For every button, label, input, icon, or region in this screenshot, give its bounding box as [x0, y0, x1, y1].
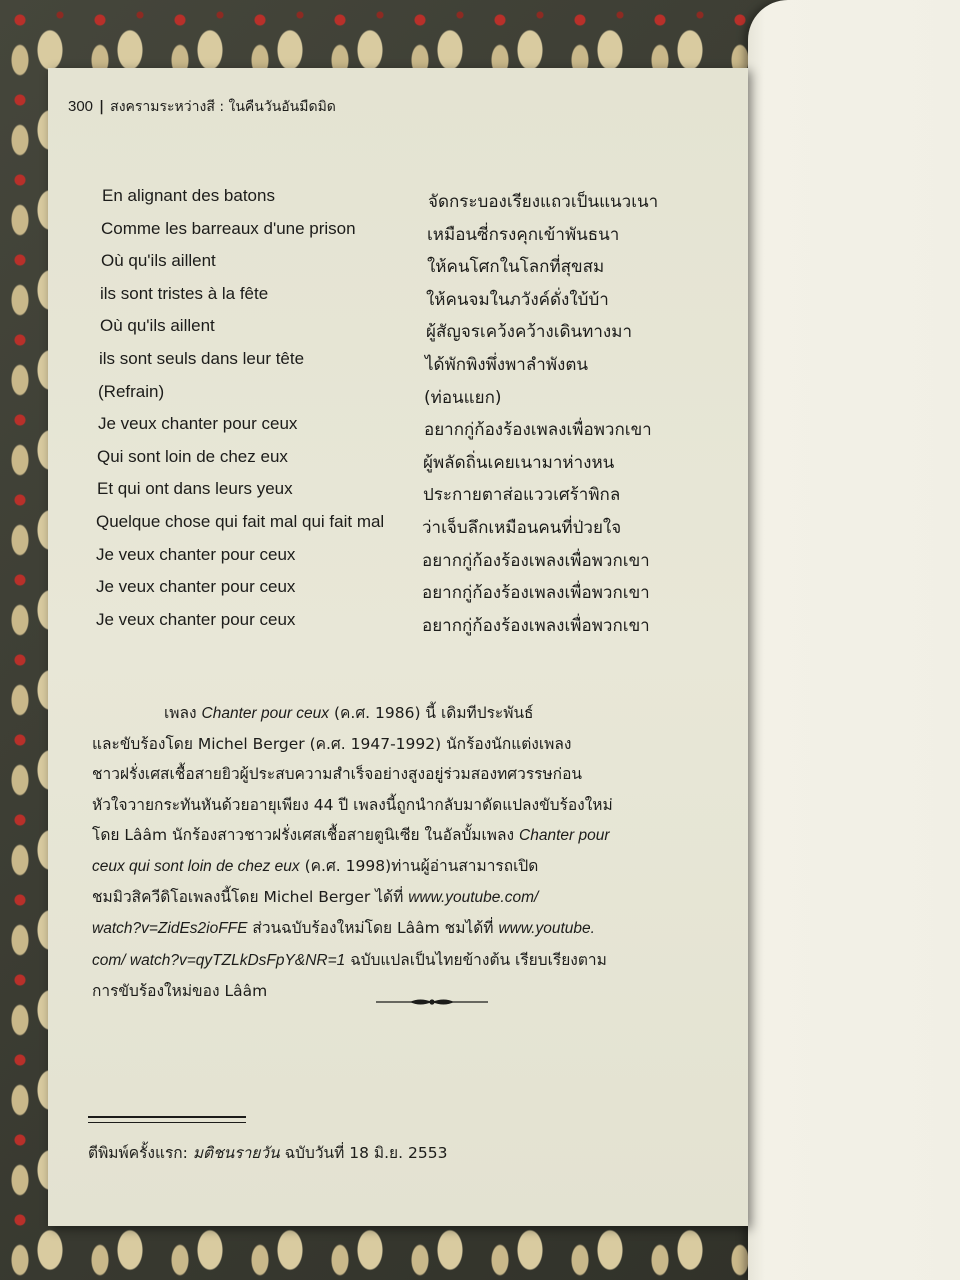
- lyric-french: Où qu'ils aillent: [101, 251, 216, 271]
- lyric-row: [96, 609, 650, 643]
- paragraph-line: [92, 882, 644, 913]
- lyric-thai: (ท่อนแยก): [424, 387, 502, 408]
- text-run: ฉบับแปลเป็นไทยข้างต้น เรียบเรียงตาม: [345, 950, 607, 969]
- text-run: ส่วนฉบับร้องใหม่โดย Lââm ชมได้ที่: [247, 919, 499, 938]
- lyric-thai: อยากกู่ก้องร้องเพลงเพื่อพวกเขา: [422, 583, 650, 604]
- book-page: [48, 68, 748, 1226]
- lyric-french: Je veux chanter pour ceux: [96, 609, 296, 629]
- lyric-thai: ได้พักพิงพึ่งพาลำพังตน: [425, 354, 588, 375]
- lyric-row: [98, 381, 502, 415]
- lyric-french: Je veux chanter pour ceux: [96, 577, 296, 597]
- lyric-row: [100, 316, 632, 349]
- lyric-row: [99, 348, 588, 382]
- lyric-french: Qui sont loin de chez eux: [97, 446, 288, 466]
- album-title: Chanter pour: [519, 826, 610, 844]
- song-title: Chanter pour ceux: [201, 705, 330, 722]
- lyric-row: [97, 479, 621, 512]
- lyric-thai: ให้คนโศกในโลกที่สุขสม: [427, 257, 605, 278]
- lyric-thai: ให้คนจมในภวังค์ดั่งใบ้บ้า: [426, 289, 609, 310]
- paragraph-line: [92, 913, 644, 944]
- paragraph-line: การขับร้องใหม่ของ Lââm: [92, 981, 268, 1000]
- lyric-row: [96, 511, 622, 545]
- running-header: [68, 96, 336, 118]
- lyric-thai: อยากกู่ก้องร้องเพลงเพื่อพวกเขา: [422, 550, 650, 571]
- text-run: (ค.ศ. 1986) นี้ เดิมทีประพันธ์: [329, 704, 534, 722]
- url-text: watch?v=ZidEs2ioFFE: [92, 920, 248, 938]
- text-run: โดย Lââm นักร้องสาวชาวฝรั่งเศสเชื้อสายตูนิเซีย ในอัลบั้มเพลง: [92, 825, 520, 844]
- footnote-rule: [88, 1122, 246, 1123]
- lyric-thai: อยากกู่ก้องร้องเพลงเพื่อพวกเขา: [422, 615, 650, 636]
- lyric-row: [101, 251, 605, 284]
- paragraph-line: [92, 820, 644, 851]
- lyric-french: Où qu'ils aillent: [100, 316, 215, 336]
- lyric-thai: ว่าเจ็บลึกเหมือนคนที่ป่วยใจ: [422, 517, 622, 538]
- paragraph-line: [92, 698, 644, 729]
- commentary-paragraph: [92, 698, 644, 1006]
- url-text: www.youtube.com/: [408, 889, 539, 907]
- lyric-french: Je veux chanter pour ceux: [96, 544, 296, 564]
- lyric-french: Et qui ont dans leurs yeux: [97, 479, 293, 499]
- lyric-row: [97, 446, 615, 480]
- lyric-french: Comme les barreaux d'une prison: [101, 218, 356, 238]
- url-text: www.youtube.: [498, 920, 595, 938]
- lyric-thai: อยากกู่ก้องร้องเพลงเพื่อพวกเขา: [424, 420, 652, 441]
- text-run: เพลง: [164, 704, 202, 722]
- text-run: (ค.ศ. 1998)ท่านผู้อ่านสามารถเปิด: [299, 857, 539, 876]
- lyric-row: [98, 414, 652, 447]
- text-run: ฉบับวันที่ 18 มิ.ย. 2553: [279, 1144, 448, 1162]
- paragraph-line: หัวใจวายกระทันหันด้วยอายุเพียง 44 ปี เพลงนี้ถูกนำกลับมาดัดแปลงขับร้องใหม่: [92, 795, 613, 814]
- header-separator: |: [99, 99, 105, 115]
- album-title: ceux qui sont loin de chez eux: [92, 858, 300, 876]
- footnote-rule: [88, 1116, 246, 1118]
- lyrics-table: [96, 186, 659, 642]
- lyric-thai: ผู้พลัดถิ่นเคยเนามาห่างหน: [423, 452, 615, 473]
- paragraph-line: ชาวฝรั่งเศสเชื้อสายยิวผู้ประสบความสำเร็จอย่างสูงอยู่ร่วมสองทศวรรษก่อน: [92, 765, 582, 784]
- lyric-french: Quelque chose qui fait mal qui fait mal: [96, 511, 385, 531]
- paragraph-line: และขับร้องโดย Michel Berger (ค.ศ. 1947-1992) นักร้องนักแต่งเพลง: [92, 735, 572, 754]
- lyric-row: [100, 283, 609, 317]
- publication-name: มติชนรายวัน: [192, 1144, 280, 1162]
- book-title: สงครามระหว่างสี : ในคืนวันอันมืดมิด: [110, 99, 336, 115]
- lyric-row: [96, 577, 650, 610]
- paragraph-line: [92, 945, 644, 976]
- lyric-thai: ผู้สัญจรเคว้งคว้างเดินทางมา: [426, 322, 632, 343]
- footnote: [88, 1140, 447, 1165]
- text-run: ชมมิวสิควีดิโอเพลงนี้โดย Michel Berger ได้ที่: [92, 888, 409, 907]
- lyric-french: (Refrain): [98, 381, 165, 401]
- paragraph-line: [92, 851, 644, 882]
- lyric-french: En alignant des batons: [102, 186, 275, 205]
- text-run: ตีพิมพ์ครั้งแรก:: [88, 1144, 193, 1162]
- lyric-thai: จัดกระบองเรียงแถวเป็นแนวเนา: [428, 192, 659, 212]
- lyric-french: ils sont tristes à la fête: [100, 283, 269, 303]
- lyric-row: [96, 544, 650, 578]
- page-number: 300: [68, 98, 94, 115]
- facing-page: [748, 0, 960, 1280]
- url-text: com/ watch?v=qyTZLkDsFpY&NR=1: [92, 951, 346, 969]
- lyric-french: ils sont seuls dans leur tête: [99, 348, 305, 368]
- lyric-thai: เหมือนซี่กรงคุกเข้าพันธนา: [427, 224, 620, 245]
- lyric-row: [101, 218, 620, 252]
- section-ornament-icon: [376, 996, 488, 1008]
- lyric-thai: ประกายตาส่อแววเศร้าพิกล: [423, 485, 621, 506]
- lyric-french: Je veux chanter pour ceux: [98, 414, 298, 434]
